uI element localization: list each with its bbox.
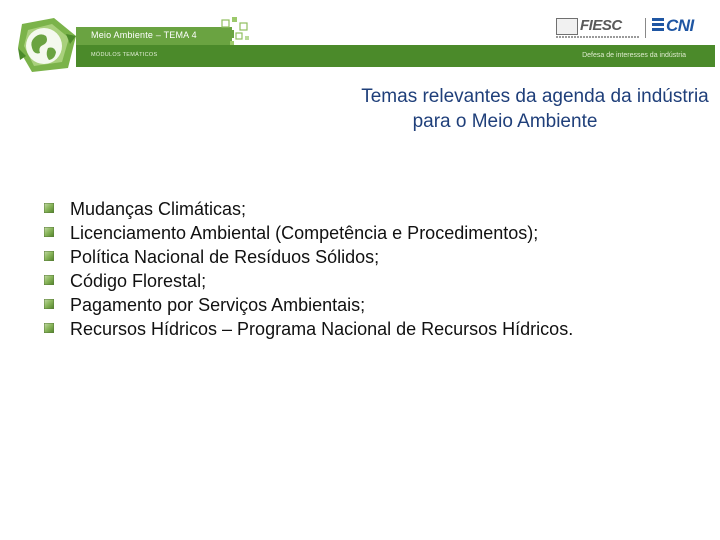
cni-wordmark: CNI [666,16,694,35]
logo-separator [645,18,646,38]
decorative-squares-icon [216,14,256,48]
fiesc-subtitle-line [556,36,640,38]
bullet-square-icon [44,299,54,309]
header-title: Meio Ambiente – TEMA 4 [91,30,197,40]
list-item-text: Mudanças Climáticas; [70,199,247,219]
recycle-globe-icon [14,16,84,74]
slide-title-line-1: Temas relevantes da agenda da indústria [361,86,709,107]
bullet-square-icon [44,251,54,261]
list-item-text: Código Florestal; [70,271,207,291]
list-item-text: Licenciamento Ambiental (Competência e Procedimentos); [70,223,539,243]
fiesc-emblem-icon [556,18,578,35]
list-item-text: Política Nacional de Resíduos Sólidos; [70,247,380,267]
slide-title [290,84,720,144]
header-banner [0,0,720,80]
module-label: MÓDULOS TEMÁTICOS [91,52,158,58]
fiesc-wordmark: FIESC [580,17,622,34]
bullet-square-icon [44,227,54,237]
list-item-text: Recursos Hídricos – Programa Nacional de Recursos Hídricos. [70,319,574,339]
header-tagline: Defesa de interesses da indústria [582,52,686,59]
bullet-square-icon [44,203,54,213]
bullet-square-icon [44,323,54,333]
cni-logo [652,16,716,38]
slide-title-line-2: para o Meio Ambiente [412,111,598,132]
bullet-square-icon [44,275,54,285]
list-item-text: Pagamento por Serviços Ambientais; [70,295,366,315]
fiesc-logo [556,16,642,42]
cni-bars-icon [652,18,664,33]
